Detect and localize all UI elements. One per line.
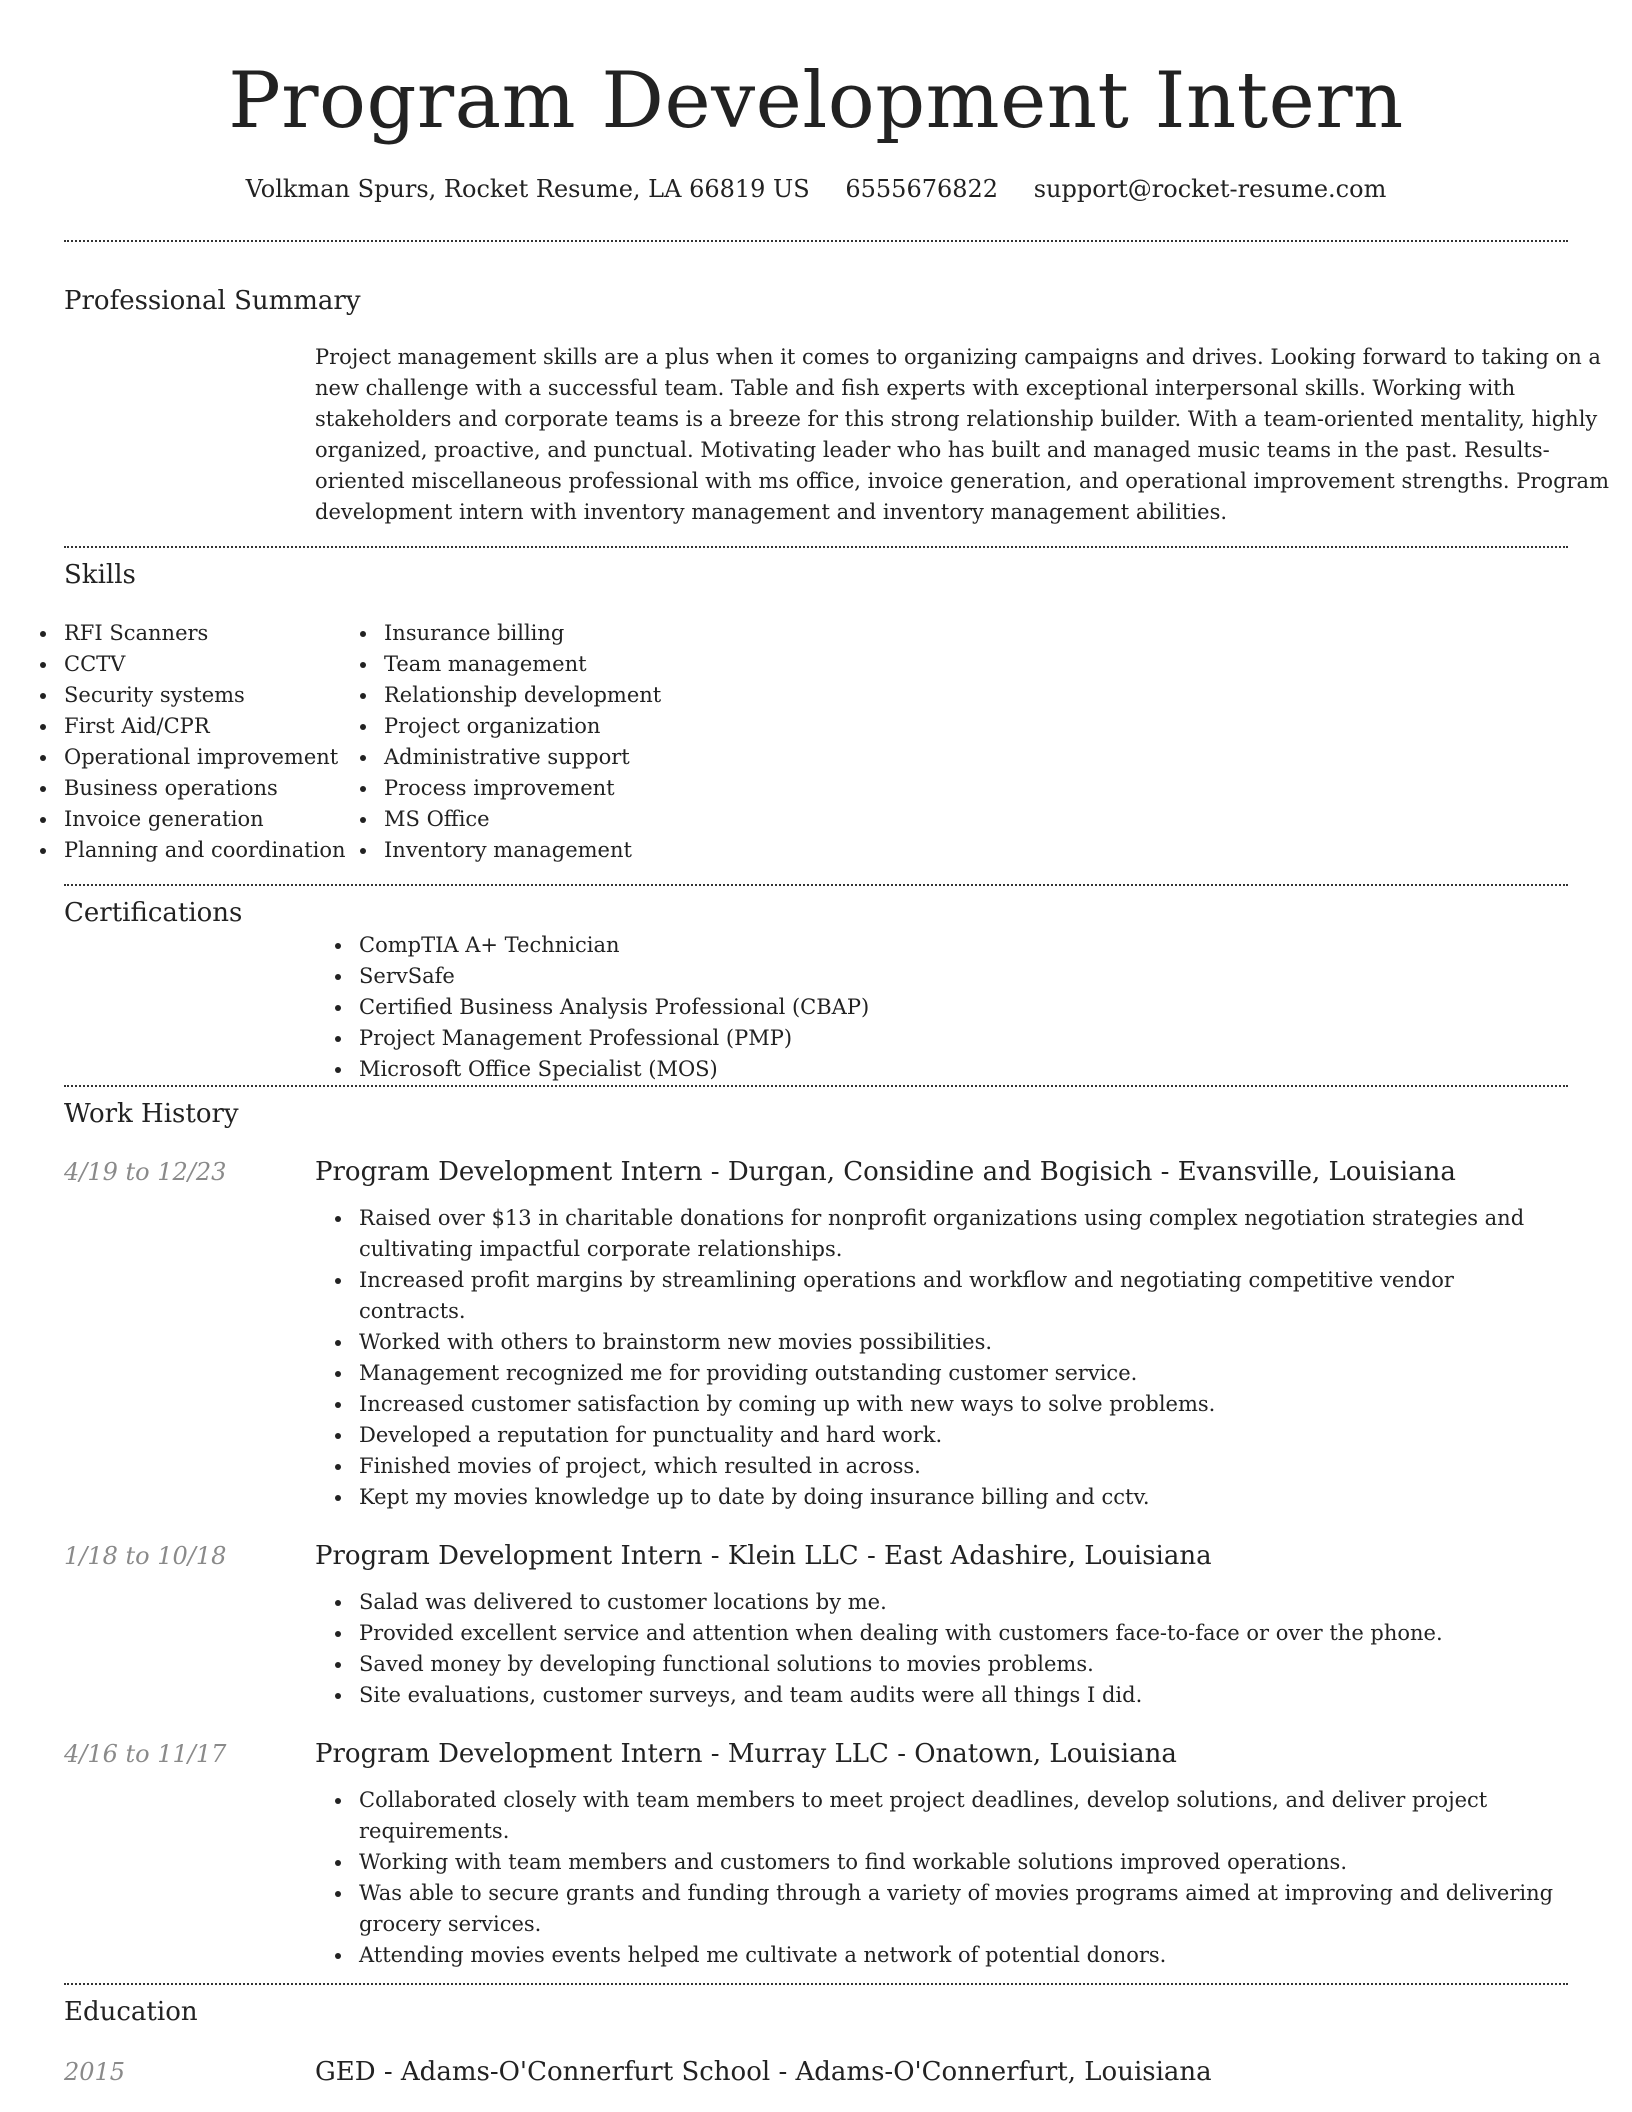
skill-item: RFI Scanners xyxy=(64,618,384,649)
job-bullets xyxy=(315,1203,1565,1513)
skill-item: Administrative support xyxy=(384,742,704,773)
job-bullet: Saved money by developing functional solutions to movies problems. xyxy=(359,1649,1565,1680)
job-body xyxy=(315,1737,1565,1971)
contact-email: support@rocket-resume.com xyxy=(1033,175,1387,203)
skill-item: Invoice generation xyxy=(64,804,384,835)
summary-text: Project management skills are a plus when it comes to organizing campaigns and drives. Looking forward to taking on a new challenge with a successful team. Table and fish experts with exceptional interpersonal skills. Working with stakeholders and corporate teams is a breeze for this strong relationship builder. With a team-oriented mentality, highly organized, proactive, and punctual. Motivating leader who has built and managed music teams in the past. Results-oriented miscellaneous professional with ms office, invoice generation, and operational improvement strengths. Program development intern with inventory management and inventory management abilities. xyxy=(315,345,1609,524)
education-date: 2015 xyxy=(64,2058,126,2086)
job-bullet: Working with team members and customers to find workable solutions improved operations. xyxy=(359,1847,1565,1878)
skills-column-2 xyxy=(384,618,704,866)
contact-address: Volkman Spurs, Rocket Resume, LA 66819 US xyxy=(245,175,810,203)
job-bullet: Raised over $13 in charitable donations for nonprofit organizations using complex negotiation strategies and cultivating impactful corporate relationships. xyxy=(359,1203,1565,1265)
skills-columns xyxy=(64,618,1568,866)
page-title: Program Development Intern xyxy=(228,56,1404,146)
job-bullet: Worked with others to brainstorm new movies possibilities. xyxy=(359,1327,1565,1358)
job-date: 4/16 to 11/17 xyxy=(64,1740,227,1768)
job-title: Program Development Intern - Murray LLC - Onatown, Louisiana xyxy=(315,1739,1177,1769)
job-date: 1/18 to 10/18 xyxy=(64,1542,227,1570)
job-entry xyxy=(64,1737,1568,1971)
job-bullet: Management recognized me for providing outstanding customer service. xyxy=(359,1358,1565,1389)
skill-item: MS Office xyxy=(384,804,704,835)
skills-column-1 xyxy=(64,618,384,866)
job-bullet: Finished movies of project, which resulted in across. xyxy=(359,1451,1565,1482)
job-title: Program Development Intern - Durgan, Considine and Bogisich - Evansville, Louisiana xyxy=(315,1157,1456,1187)
job-title: Program Development Intern - Klein LLC - East Adashire, Louisiana xyxy=(315,1541,1212,1571)
summary-section xyxy=(64,242,1609,528)
certification-item: Project Management Professional (PMP) xyxy=(359,1023,1568,1054)
job-date: 4/19 to 12/23 xyxy=(64,1158,227,1186)
job-bullet: Developed a reputation for punctuality and hard work. xyxy=(359,1420,1565,1451)
job-bullet: Increased customer satisfaction by coming up with new ways to solve problems. xyxy=(359,1389,1565,1420)
job-bullet: Was able to secure grants and funding through a variety of movies programs aimed at improving and delivering grocery services. xyxy=(359,1878,1565,1940)
skills-heading: Skills xyxy=(64,560,136,590)
certification-item: ServSafe xyxy=(359,961,1568,992)
contact-phone: 6555676822 xyxy=(845,175,999,203)
skill-item: Team management xyxy=(384,649,704,680)
work-history-heading: Work History xyxy=(64,1099,239,1129)
certifications-heading: Certifications xyxy=(64,898,243,928)
skill-item: Inventory management xyxy=(384,835,704,866)
skills-section xyxy=(64,548,1568,866)
job-bullet: Collaborated closely with team members to meet project deadlines, develop solutions, and deliver project requirements. xyxy=(359,1785,1565,1847)
education-heading: Education xyxy=(64,1997,198,2027)
work-history-section xyxy=(64,1087,1568,1983)
certification-item: Certified Business Analysis Professional (CBAP) xyxy=(359,992,1568,1023)
job-body xyxy=(315,1539,1565,1711)
skill-item: Relationship development xyxy=(384,680,704,711)
education-body xyxy=(315,2055,1565,2089)
job-entry xyxy=(64,1539,1568,1711)
education-section xyxy=(64,1985,1568,2089)
summary-heading: Professional Summary xyxy=(64,286,361,316)
education-title: GED - Adams-O'Connerfurt School - Adams-O'Connerfurt, Louisiana xyxy=(315,2057,1212,2087)
skill-item: Planning and coordination xyxy=(64,835,384,866)
skill-item: Insurance billing xyxy=(384,618,704,649)
job-bullet: Salad was delivered to customer locations by me. xyxy=(359,1587,1565,1618)
skill-item: First Aid/CPR xyxy=(64,711,384,742)
skill-item: Project organization xyxy=(384,711,704,742)
job-entry xyxy=(64,1155,1568,1513)
job-bullets xyxy=(315,1785,1565,1971)
job-body xyxy=(315,1155,1565,1513)
certifications-list xyxy=(64,930,1568,1085)
skill-item: Operational improvement xyxy=(64,742,384,773)
job-bullet: Increased profit margins by streamlining operations and workflow and negotiating competitive vendor contracts. xyxy=(359,1265,1565,1327)
skill-item: Business operations xyxy=(64,773,384,804)
job-bullets xyxy=(315,1587,1565,1711)
job-bullet: Provided excellent service and attention when dealing with customers face-to-face or over the phone. xyxy=(359,1618,1565,1649)
job-bullet: Site evaluations, customer surveys, and team audits were all things I did. xyxy=(359,1680,1565,1711)
certification-item: CompTIA A+ Technician xyxy=(359,930,1568,961)
education-entry xyxy=(64,2055,1568,2089)
contact-line xyxy=(64,172,1568,206)
job-bullet: Kept my movies knowledge up to date by doing insurance billing and cctv. xyxy=(359,1482,1565,1513)
certifications-section xyxy=(64,886,1568,1085)
skill-item: CCTV xyxy=(64,649,384,680)
skill-item: Security systems xyxy=(64,680,384,711)
certification-item: Microsoft Office Specialist (MOS) xyxy=(359,1054,1568,1085)
skill-item: Process improvement xyxy=(384,773,704,804)
job-bullet: Attending movies events helped me cultivate a network of potential donors. xyxy=(359,1940,1565,1971)
